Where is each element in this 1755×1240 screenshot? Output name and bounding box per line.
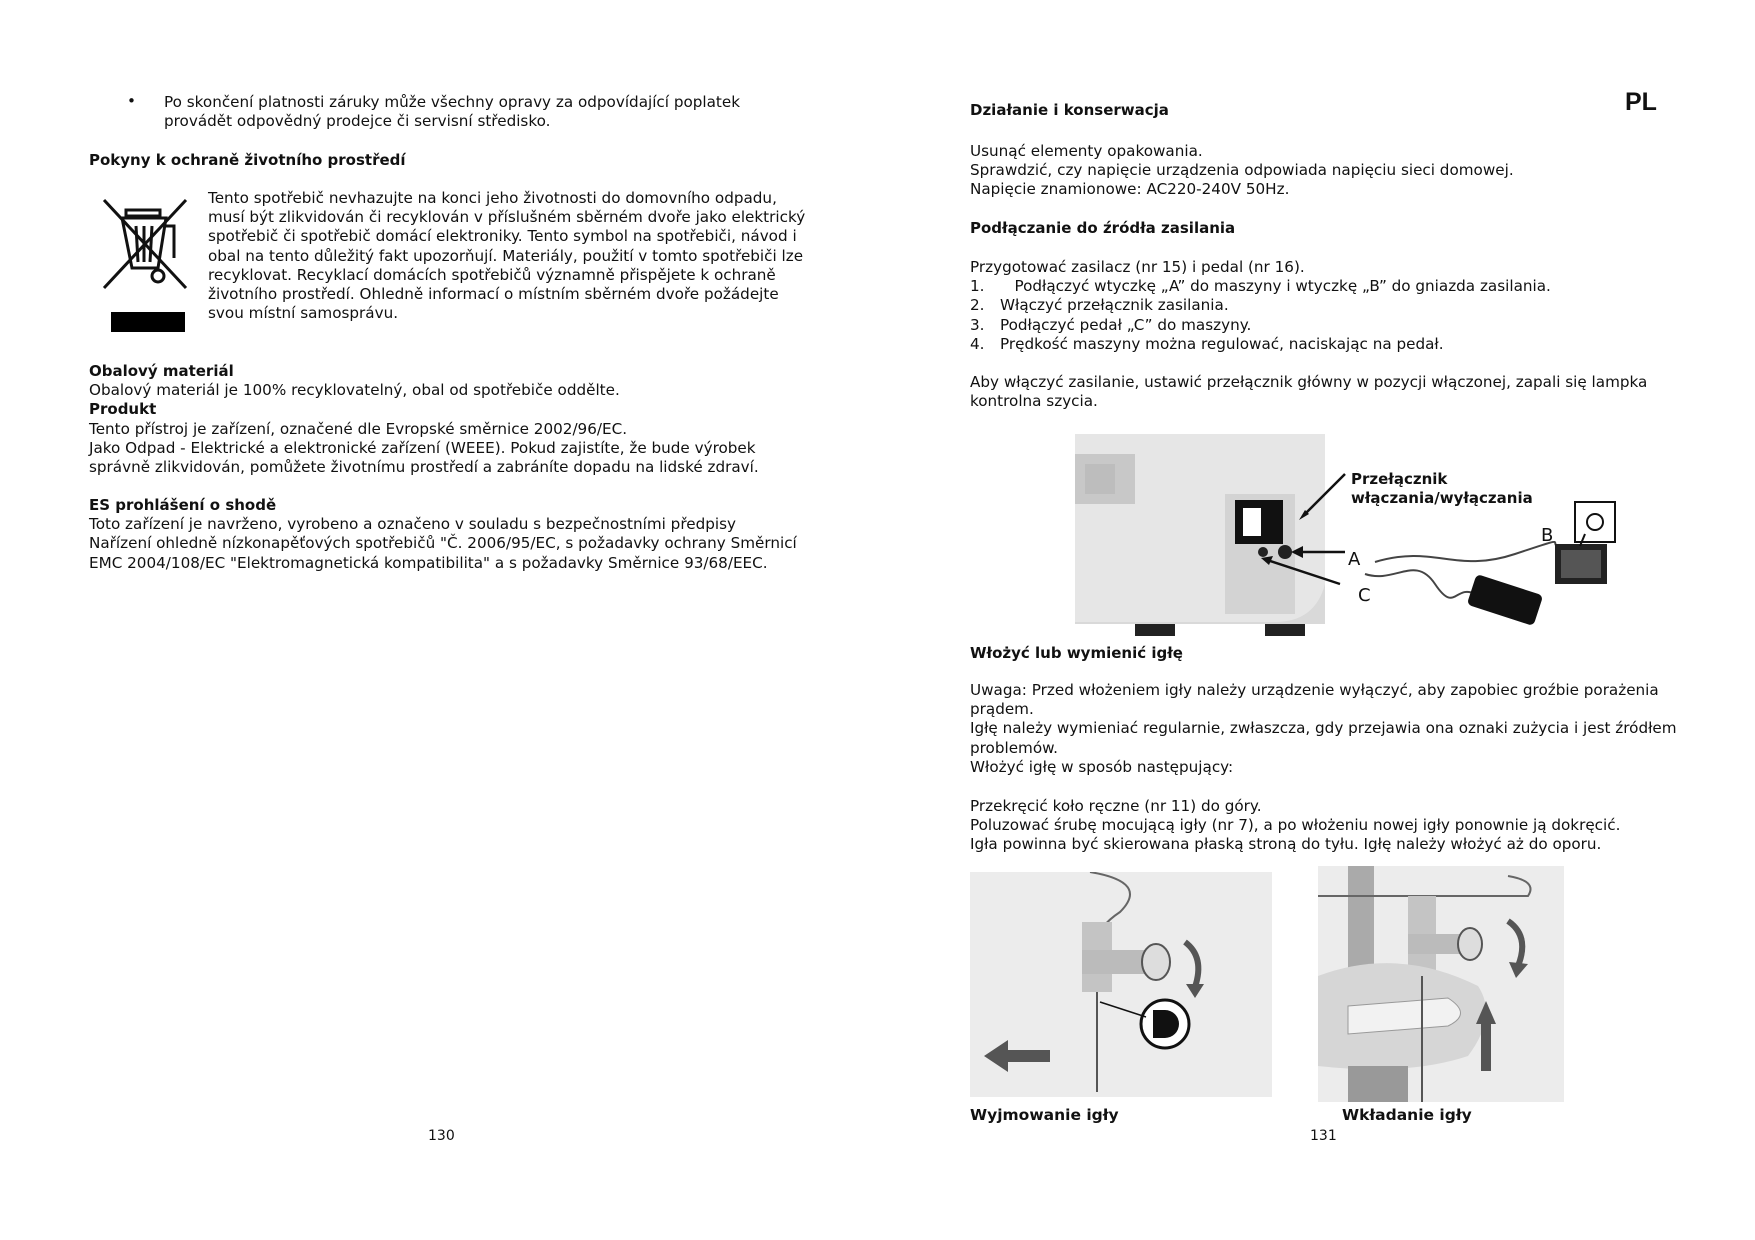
text-line: Jako Odpad - Elektrické a elektronické zařízení (WEEE). Pokud zajistíte, že bude výrobek bbox=[89, 438, 756, 457]
text-line: Tento přístroj je zařízení, označené dle Evropské směrnice 2002/96/EC. bbox=[89, 419, 628, 438]
text-line: prądem. bbox=[970, 700, 1034, 719]
power-intro: Przygotować zasilacz (nr 15) i pedal (nr 16). bbox=[970, 258, 1305, 276]
power-heading: Podłączanie do źródła zasilania bbox=[970, 219, 1236, 237]
list-item bbox=[970, 296, 1551, 315]
plug-b-label: B bbox=[1541, 525, 1554, 546]
list-item bbox=[970, 335, 1551, 354]
text-line: Igłę należy wymieniać regularnie, zwłaszcza, gdy przejawia ona oznaki zużycia i jest źródłem bbox=[970, 719, 1677, 738]
needle-heading: Włożyć lub wymienić igłę bbox=[970, 644, 1183, 662]
text-line: provádět odpovědný prodejce či servisní středisko. bbox=[164, 112, 551, 131]
text-line: Tento spotřebič nevhazujte na konci jeho životnosti do domovního odpadu, bbox=[208, 189, 777, 207]
needle-steps bbox=[970, 797, 1620, 855]
text-line: problemów. bbox=[970, 738, 1058, 757]
text-line: kontrolna szycia. bbox=[970, 392, 1098, 411]
text-line: správně zlikvidován, pomůžete životnímu prostředí a zabráníte dopadu na lidské zdraví. bbox=[89, 458, 759, 477]
list-num: 1. bbox=[970, 277, 985, 296]
text-line: recyklovat. Recyklací domácích spotřebičů významně přispějete k ochraně bbox=[208, 265, 776, 284]
text-line: Po skončení platnosti záruky může všechny opravy za odpovídající poplatek bbox=[164, 93, 741, 111]
operation-paragraph bbox=[970, 142, 1514, 200]
page-number-right: 131 bbox=[1310, 1128, 1337, 1144]
caption-insert-needle: Wkładanie igły bbox=[1342, 1106, 1472, 1124]
conformity-heading: ES prohlášení o shodě bbox=[89, 496, 277, 514]
text-line: obal na tento důležitý fakt upozorňují. Materiály, použití v tomto spotřebiči lze bbox=[208, 246, 804, 265]
text-line: Usunąć elementy opakowania. bbox=[970, 142, 1203, 160]
needle-removal-illustration bbox=[970, 872, 1272, 1097]
list-item bbox=[970, 277, 1551, 296]
plug-a-label: A bbox=[1348, 549, 1361, 570]
env-heading: Pokyny k ochraně životního prostředí bbox=[89, 151, 406, 169]
weee-bin-icon bbox=[100, 196, 196, 336]
text-line: Uwaga: Przed włożeniem igły należy urządzenie wyłączyć, aby zapobiec groźbie porażenia bbox=[970, 681, 1659, 699]
list-item bbox=[970, 316, 1551, 335]
power-figure bbox=[1075, 434, 1625, 639]
caption-remove-needle: Wyjmowanie igły bbox=[970, 1106, 1119, 1124]
page-number-left: 130 bbox=[428, 1128, 455, 1144]
text-line: Przekręcić koło ręczne (nr 11) do góry. bbox=[970, 797, 1262, 815]
needle-insertion-illustration bbox=[1318, 866, 1564, 1102]
text-line: Nařízení ohledně nízkonapěťových spotřebičů "Č. 2006/95/EC, s požadavky ochrany Směrnicí bbox=[89, 534, 797, 553]
product-heading: Produkt bbox=[89, 400, 157, 419]
text-line: Poluzować śrubę mocującą igły (nr 7), a po włożeniu nowej igły ponownie ją dokręcić. bbox=[970, 816, 1621, 835]
list-num: 2. bbox=[970, 296, 985, 315]
language-mark: PL bbox=[1625, 88, 1657, 116]
text-line: musí být zlikvidován či recyklován v příslušném sběrném dvoře jako elektrický bbox=[208, 208, 806, 227]
list-num: 4. bbox=[970, 334, 985, 353]
text-line: EMC 2004/108/EC "Elektromagnetická kompatibilita" a s požadavky Směrnice 93/68/EEC. bbox=[89, 553, 768, 572]
text-line: Sprawdzić, czy napięcie urządzenia odpowiada napięciu sieci domowej. bbox=[970, 161, 1514, 180]
packaging-section bbox=[89, 362, 759, 477]
list-text: Podłączyć wtyczkę „A” do maszyny i wtyczkę „B” do gniazda zasilania. bbox=[1000, 277, 1551, 296]
bullet-symbol: • bbox=[127, 92, 136, 110]
text-line: spotřebič či spotřebič domácí elektroniky. Tento symbol na spotřebiči, návod i bbox=[208, 227, 797, 246]
text-line: Napięcie znamionowe: AC220-240V 50Hz. bbox=[970, 180, 1290, 199]
needle-paragraph bbox=[970, 681, 1677, 777]
pedal-c-label: C bbox=[1358, 585, 1371, 606]
env-paragraph bbox=[208, 189, 805, 323]
list-num: 3. bbox=[970, 315, 985, 334]
switch-label: Przełącznik włączania/wyłączania bbox=[1351, 470, 1533, 508]
text-line: Aby włączyć zasilanie, ustawić przełącznik główny w pozycji włączonej, zapali się lampka bbox=[970, 373, 1648, 391]
text-line: Włożyć igłę w sposób następujący: bbox=[970, 757, 1234, 776]
list-text: Podłączyć pedał „C” do maszyny. bbox=[1000, 315, 1252, 334]
text-line: Igła powinna być skierowana płaską stroną do tyłu. Igłę należy włożyć aż do oporu. bbox=[970, 835, 1602, 854]
operation-heading: Działanie i konserwacja bbox=[970, 101, 1169, 119]
text-line: svou místní samosprávu. bbox=[208, 304, 399, 323]
power-steps bbox=[970, 258, 1551, 354]
list-text: Włączyć przełącznik zasilania. bbox=[1000, 296, 1229, 315]
power-note bbox=[970, 373, 1647, 411]
warranty-bullet-text bbox=[164, 93, 740, 131]
packaging-heading: Obalový materiál bbox=[89, 362, 234, 380]
text-line: životního prostředí. Ohledně informací o místním sběrném dvoře požádejte bbox=[208, 285, 779, 304]
conformity-section bbox=[89, 496, 797, 573]
packaging-text: Obalový materiál je 100% recyklovatelný, obal od spotřebiče oddělte. bbox=[89, 381, 620, 400]
list-text: Prędkość maszyny można regulować, naciskając na pedał. bbox=[1000, 334, 1444, 353]
text-line: Toto zařízení je navrženo, vyrobeno a označeno v souladu s bezpečnostními předpisy bbox=[89, 515, 736, 534]
